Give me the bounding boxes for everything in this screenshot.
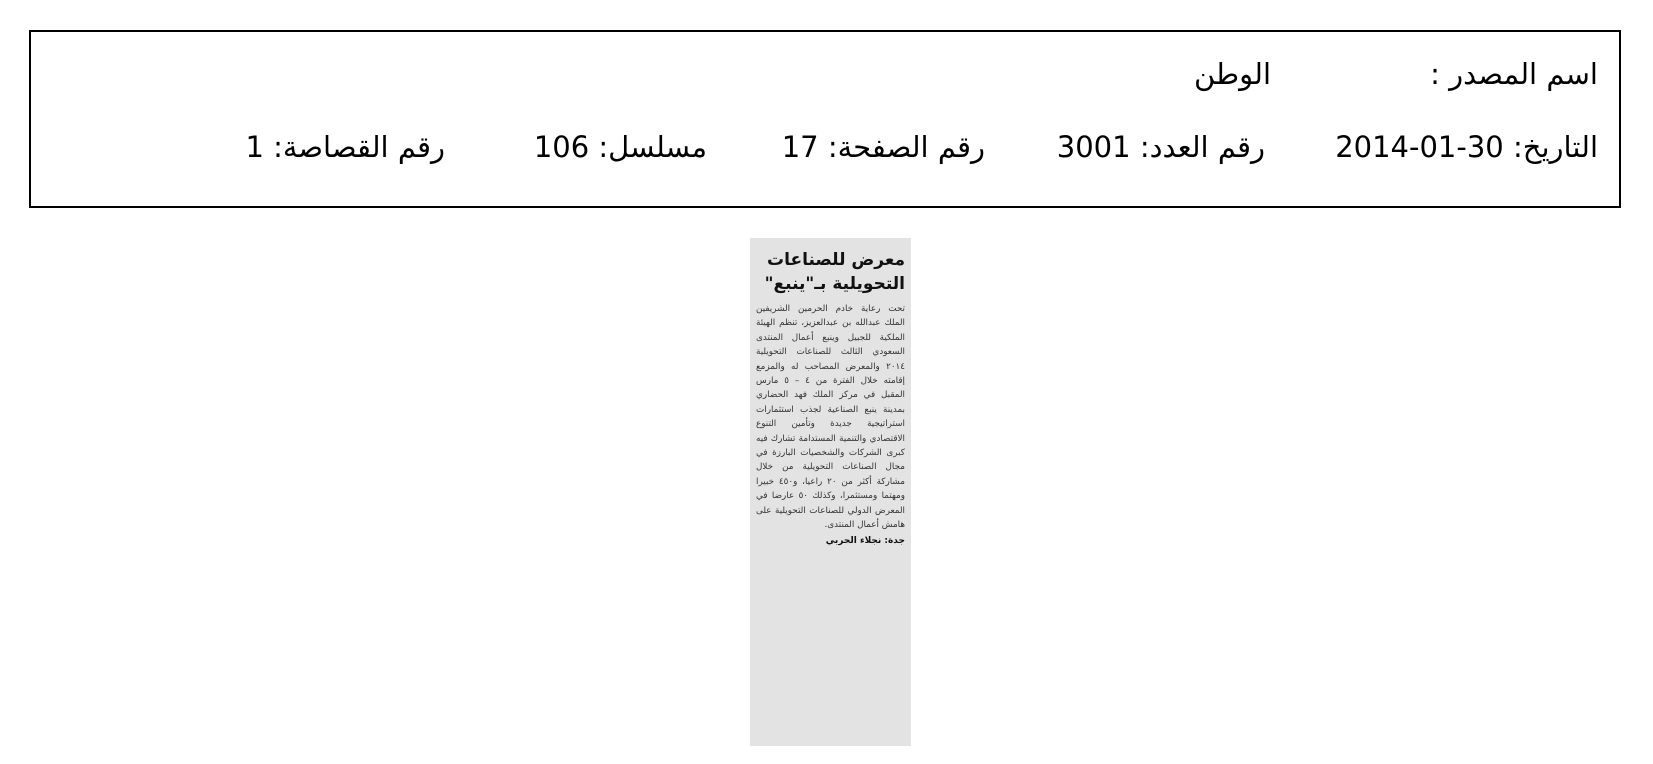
article-byline: جدة: نجلاء الحربي (825, 535, 905, 546)
serial-value: 106 (533, 130, 590, 164)
clip-value: 1 (245, 130, 264, 164)
article-title: معرض للصناعات التحويلية بـ"ينبع" (764, 250, 905, 294)
source-info-box (29, 30, 1621, 208)
clip-field (191, 130, 445, 164)
serial-label: مسلسل: (598, 130, 707, 164)
clip-label: رقم القصاصة: (273, 130, 445, 164)
serial-field (461, 130, 707, 164)
issue-value: 3001 (1056, 130, 1131, 164)
date-field (1281, 130, 1598, 164)
page-field (721, 130, 985, 164)
newspaper-clipping (750, 238, 911, 746)
page-label: رقم الصفحة: (827, 130, 985, 164)
date-value: 2014-01-30 (1335, 130, 1504, 164)
article-body: تحت رعاية خادم الحرمين الشريفين الملك عبدالله بن عبدالعزيز، تنظم الهيئة الملكية للجبيل وينبع أعمال المنتدى السعودي الثالث للصناعات التحويلية ٢٠١٤ والمعرض المصاحب له والمزمع إقامته خلال الفترة من ٤ – ٥ مارس المقبل في مركز الملك فهد الحضاري بمدينة ينبع الصناعية لجذب استثمارات استراتيجية جديدة وتأمين التنوع الاقتصادي والتنمية المستدامة تشارك فيه كبرى الشركات والشخصيات البارزة في مجال الصناعات التحويلية من خلال مشاركة أكثر من ٢٠ راعيا، و٤٥٠ خبيرا ومهتما ومستثمرا، وكذلك ٥٠ عارضا في المعرض الدولي للصناعات التحويلية على هامش أعمال المنتدى. (756, 304, 906, 531)
source-value: الوطن (1193, 57, 1271, 91)
source-label: اسم المصدر : (1430, 57, 1598, 91)
page-value: 17 (781, 130, 819, 164)
issue-field (1001, 130, 1265, 164)
issue-label: رقم العدد: (1139, 130, 1265, 164)
date-label: التاريخ: (1512, 130, 1598, 164)
